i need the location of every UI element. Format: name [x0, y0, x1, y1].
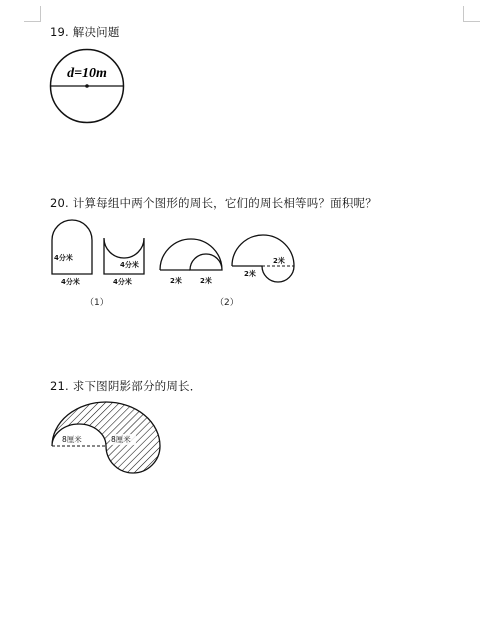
q21-label-left: 8厘米: [62, 435, 82, 444]
q20-group1-figures: [48, 218, 158, 290]
q19-center-dot: [85, 84, 89, 88]
q20-group2-figures: [158, 232, 303, 292]
q20-caption-2: （2）: [215, 298, 239, 308]
q21-label-right: 8厘米: [111, 435, 131, 444]
q19-circle-figure: [48, 48, 128, 128]
q20-fig1-right-bottom-label: 4分米: [113, 278, 132, 286]
q20-fig1-right-side-label: 4分米: [120, 261, 139, 269]
q20-fig2-left-label-b: 2米: [200, 277, 212, 285]
corner-mark-top-left-vertical: [40, 6, 41, 22]
q19-diameter-label: d=10m: [67, 66, 107, 81]
q20-fig2-right-label-b: 2米: [273, 257, 285, 265]
corner-mark-top-right-horizontal: [463, 21, 480, 22]
q20-shape-rect-semicircle-top: [52, 220, 92, 274]
q20-fig2-left-label-a: 2米: [170, 277, 182, 285]
question-20-title: 20. 计算每组中两个图形的周长，它们的周长相等吗？面积呢？: [50, 196, 377, 210]
corner-mark-top-right-vertical: [463, 6, 464, 22]
q20-caption-1: （1）: [85, 298, 109, 308]
q20-fig2-right-label-a: 2米: [244, 270, 256, 278]
q20-fig1-left-side-label: 4分米: [54, 254, 73, 262]
q20-shape-semicircle-with-notch: [160, 239, 222, 270]
question-21-title: 21. 求下图阴影部分的周长．: [50, 379, 202, 393]
q21-shaded-figure: [48, 396, 168, 486]
corner-mark-top-left-horizontal: [24, 21, 41, 22]
q20-fig1-left-bottom-label: 4分米: [61, 278, 80, 286]
question-19-title: 19. 解决问题: [50, 25, 120, 39]
